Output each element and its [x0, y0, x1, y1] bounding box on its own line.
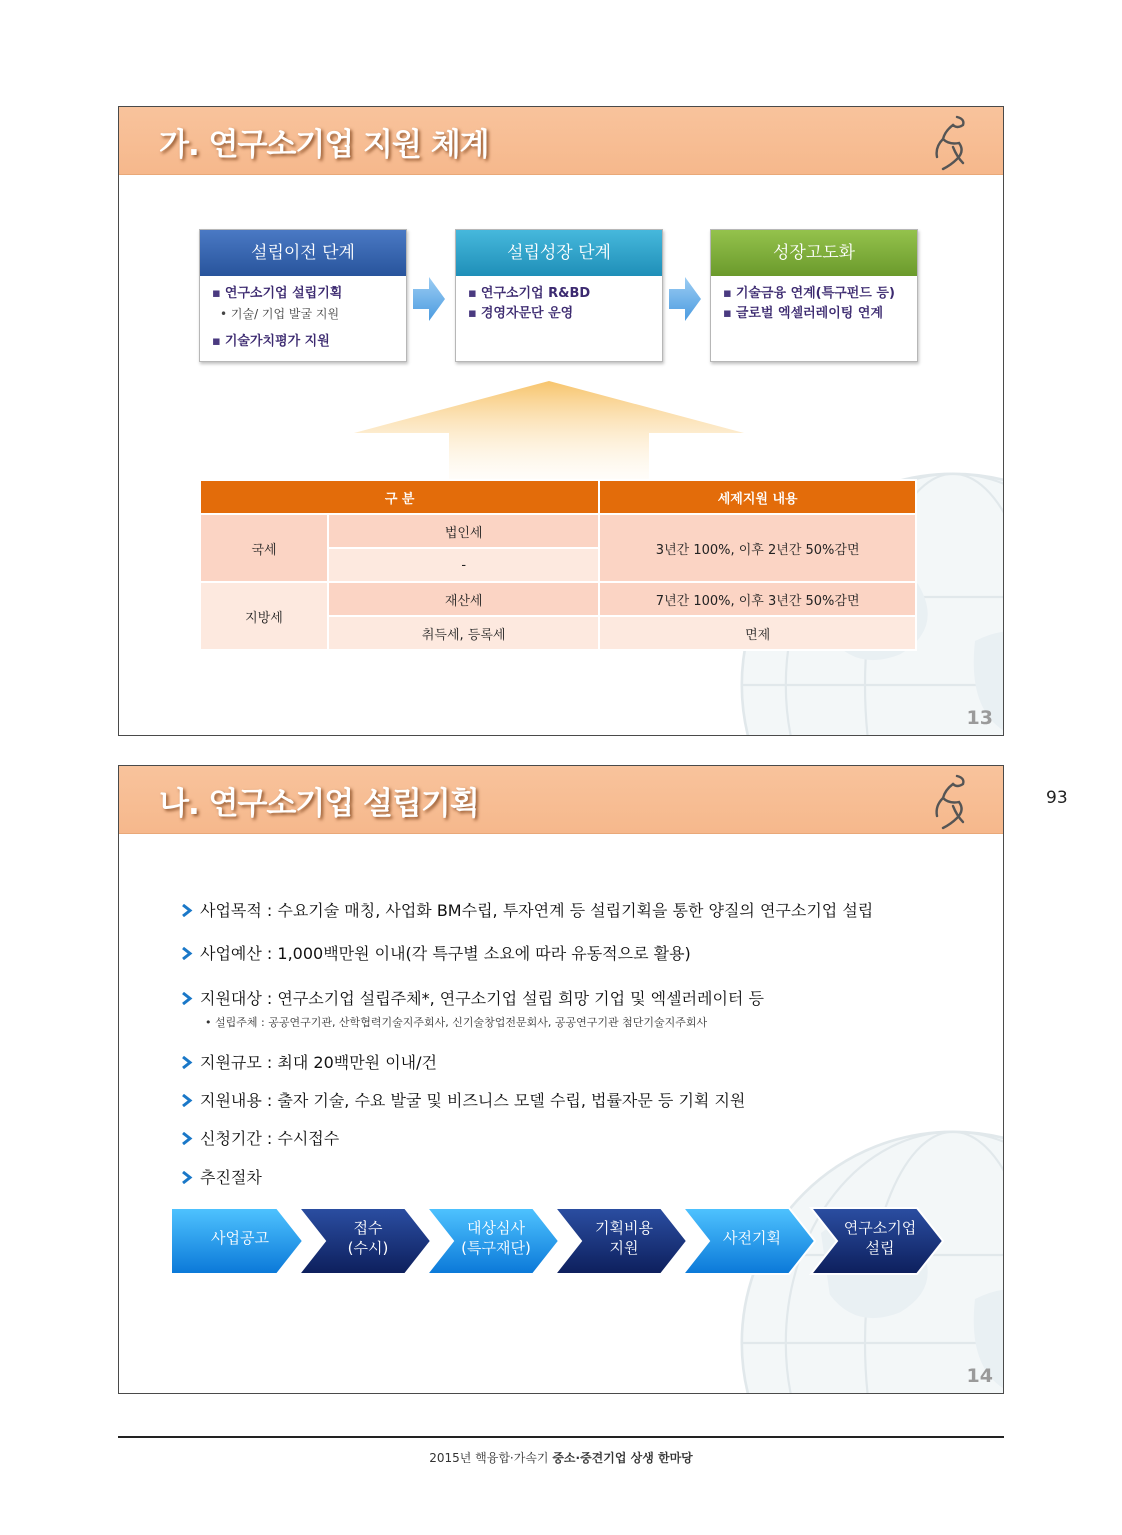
footer	[0, 1449, 1122, 1466]
flow-step-line1: 사업공고	[211, 1229, 269, 1247]
item-text: 추진절차	[200, 1168, 262, 1187]
table-cell: 지방세	[200, 582, 328, 650]
slide-establishment-planning	[118, 765, 1004, 1394]
flow-step-label	[569, 1218, 679, 1258]
list-item	[181, 1126, 339, 1149]
stage-item: ▪ 기술금융 연계(특구펀드 등)	[723, 284, 917, 304]
stage-item: ▪ 경영자문단 운영	[468, 304, 662, 324]
chevron-right-icon	[181, 904, 194, 917]
table-cell: 법인세	[328, 514, 599, 548]
stage-item: ▪ 연구소기업 설립기획	[212, 284, 406, 304]
table-header: 세제지원 내용	[599, 480, 916, 514]
chevron-right-icon	[181, 1171, 194, 1184]
table-header: 구 분	[200, 480, 599, 514]
chevron-right-icon	[181, 1094, 194, 1107]
flow-step-line1: 사전기획	[723, 1229, 781, 1247]
list-item	[181, 1165, 262, 1188]
slide-support-system	[118, 106, 1004, 736]
table-cell: 7년간 100%, 이후 3년간 50%감면	[599, 582, 916, 616]
stage-advancement	[710, 229, 918, 362]
flow-step-line2: 설립	[865, 1239, 895, 1257]
arrow-right-icon	[413, 277, 445, 321]
item-text: 사업예산 : 1,000백만원 이내(각 특구별 소요에 따라 유동적으로 활용)	[200, 944, 691, 963]
stage-item: ▪ 기술가치평가 지원	[212, 332, 406, 352]
table-cell: 국세	[200, 514, 328, 582]
table-cell: 재산세	[328, 582, 599, 616]
table-cell: -	[328, 548, 599, 582]
stage-title: 성장고도화	[711, 230, 917, 276]
list-item	[181, 986, 764, 1009]
slide-title: 나. 연구소기업 설립기획	[159, 786, 479, 822]
item-text: 지원규모 : 최대 20백만원 이내/건	[200, 1053, 437, 1072]
stage-pre-establishment	[199, 229, 407, 362]
footer-prefix: 2015년 핵융합·가속기	[429, 1451, 553, 1465]
slide-number: 13	[966, 707, 993, 729]
stage-item: ▪ 연구소기업 R&BD	[468, 284, 662, 304]
list-item	[181, 1050, 437, 1073]
flow-step-label	[185, 1228, 295, 1248]
stage-growth	[455, 229, 663, 362]
stage-subitem: • 기술/ 기업 발굴 지원	[220, 307, 340, 321]
item-text: 사업목적 : 수요기술 매칭, 사업화 BM수립, 투자연계 등 설립기획을 통한 양질의 연구소기업 설립	[200, 901, 874, 920]
chevron-right-icon	[181, 947, 194, 960]
flow-step-line1: 연구소기업	[843, 1219, 917, 1237]
table-cell: 취득세, 등록세	[328, 616, 599, 650]
footnote: • 설립주체 : 공공연구기관, 산학협력기술지주회사, 신기술창업전문회사, 공공연구기관 첨단기술지주회사	[205, 1016, 708, 1029]
slide-title: 가. 연구소기업 지원 체계	[159, 127, 489, 163]
slide-number: 14	[966, 1365, 993, 1387]
flow-step-label	[825, 1218, 935, 1258]
table-cell: 3년간 100%, 이후 2년간 50%감면	[599, 514, 916, 582]
flow-step-line1: 대상심사	[467, 1219, 525, 1237]
stage-item: ▪ 글로벌 엑셀러레이팅 연계	[723, 304, 917, 324]
mascot-logo-icon	[929, 772, 973, 830]
stage-title: 설립이전 단계	[200, 230, 406, 276]
upward-arrow-icon	[349, 381, 749, 481]
flow-step-label	[697, 1228, 807, 1248]
flow-step-line2: (수시)	[347, 1239, 389, 1257]
stage-title: 설립성장 단계	[456, 230, 662, 276]
chevron-right-icon	[181, 1056, 194, 1069]
item-text: 신청기간 : 수시접수	[200, 1129, 340, 1148]
page-number: 93	[1046, 788, 1068, 808]
chevron-right-icon	[181, 992, 194, 1005]
flow-step-line1: 기획비용	[595, 1219, 653, 1237]
flow-step-line1: 접수	[353, 1219, 383, 1237]
mascot-logo-icon	[929, 113, 973, 171]
table-cell: 면제	[599, 616, 916, 650]
flow-step-label	[441, 1218, 551, 1258]
flow-step-line2: (특구재단)	[461, 1239, 531, 1257]
arrow-right-icon	[669, 277, 701, 321]
list-item	[181, 1088, 745, 1111]
list-item	[181, 941, 691, 964]
list-item	[181, 898, 873, 921]
flow-step-label	[313, 1218, 423, 1258]
item-text: 지원내용 : 출자 기술, 수요 발굴 및 비즈니스 모델 수립, 법률자문 등 기획 지원	[200, 1091, 746, 1110]
flow-step-line2: 지원	[609, 1239, 639, 1257]
tax-support-table	[199, 479, 917, 651]
chevron-right-icon	[181, 1132, 194, 1145]
footer-divider	[118, 1436, 1004, 1438]
footer-highlight: 중소·중견기업 상생 한마당	[552, 1451, 693, 1465]
item-text: 지원대상 : 연구소기업 설립주체*, 연구소기업 설립 희망 기업 및 엑셀러레이터 등	[200, 989, 764, 1008]
